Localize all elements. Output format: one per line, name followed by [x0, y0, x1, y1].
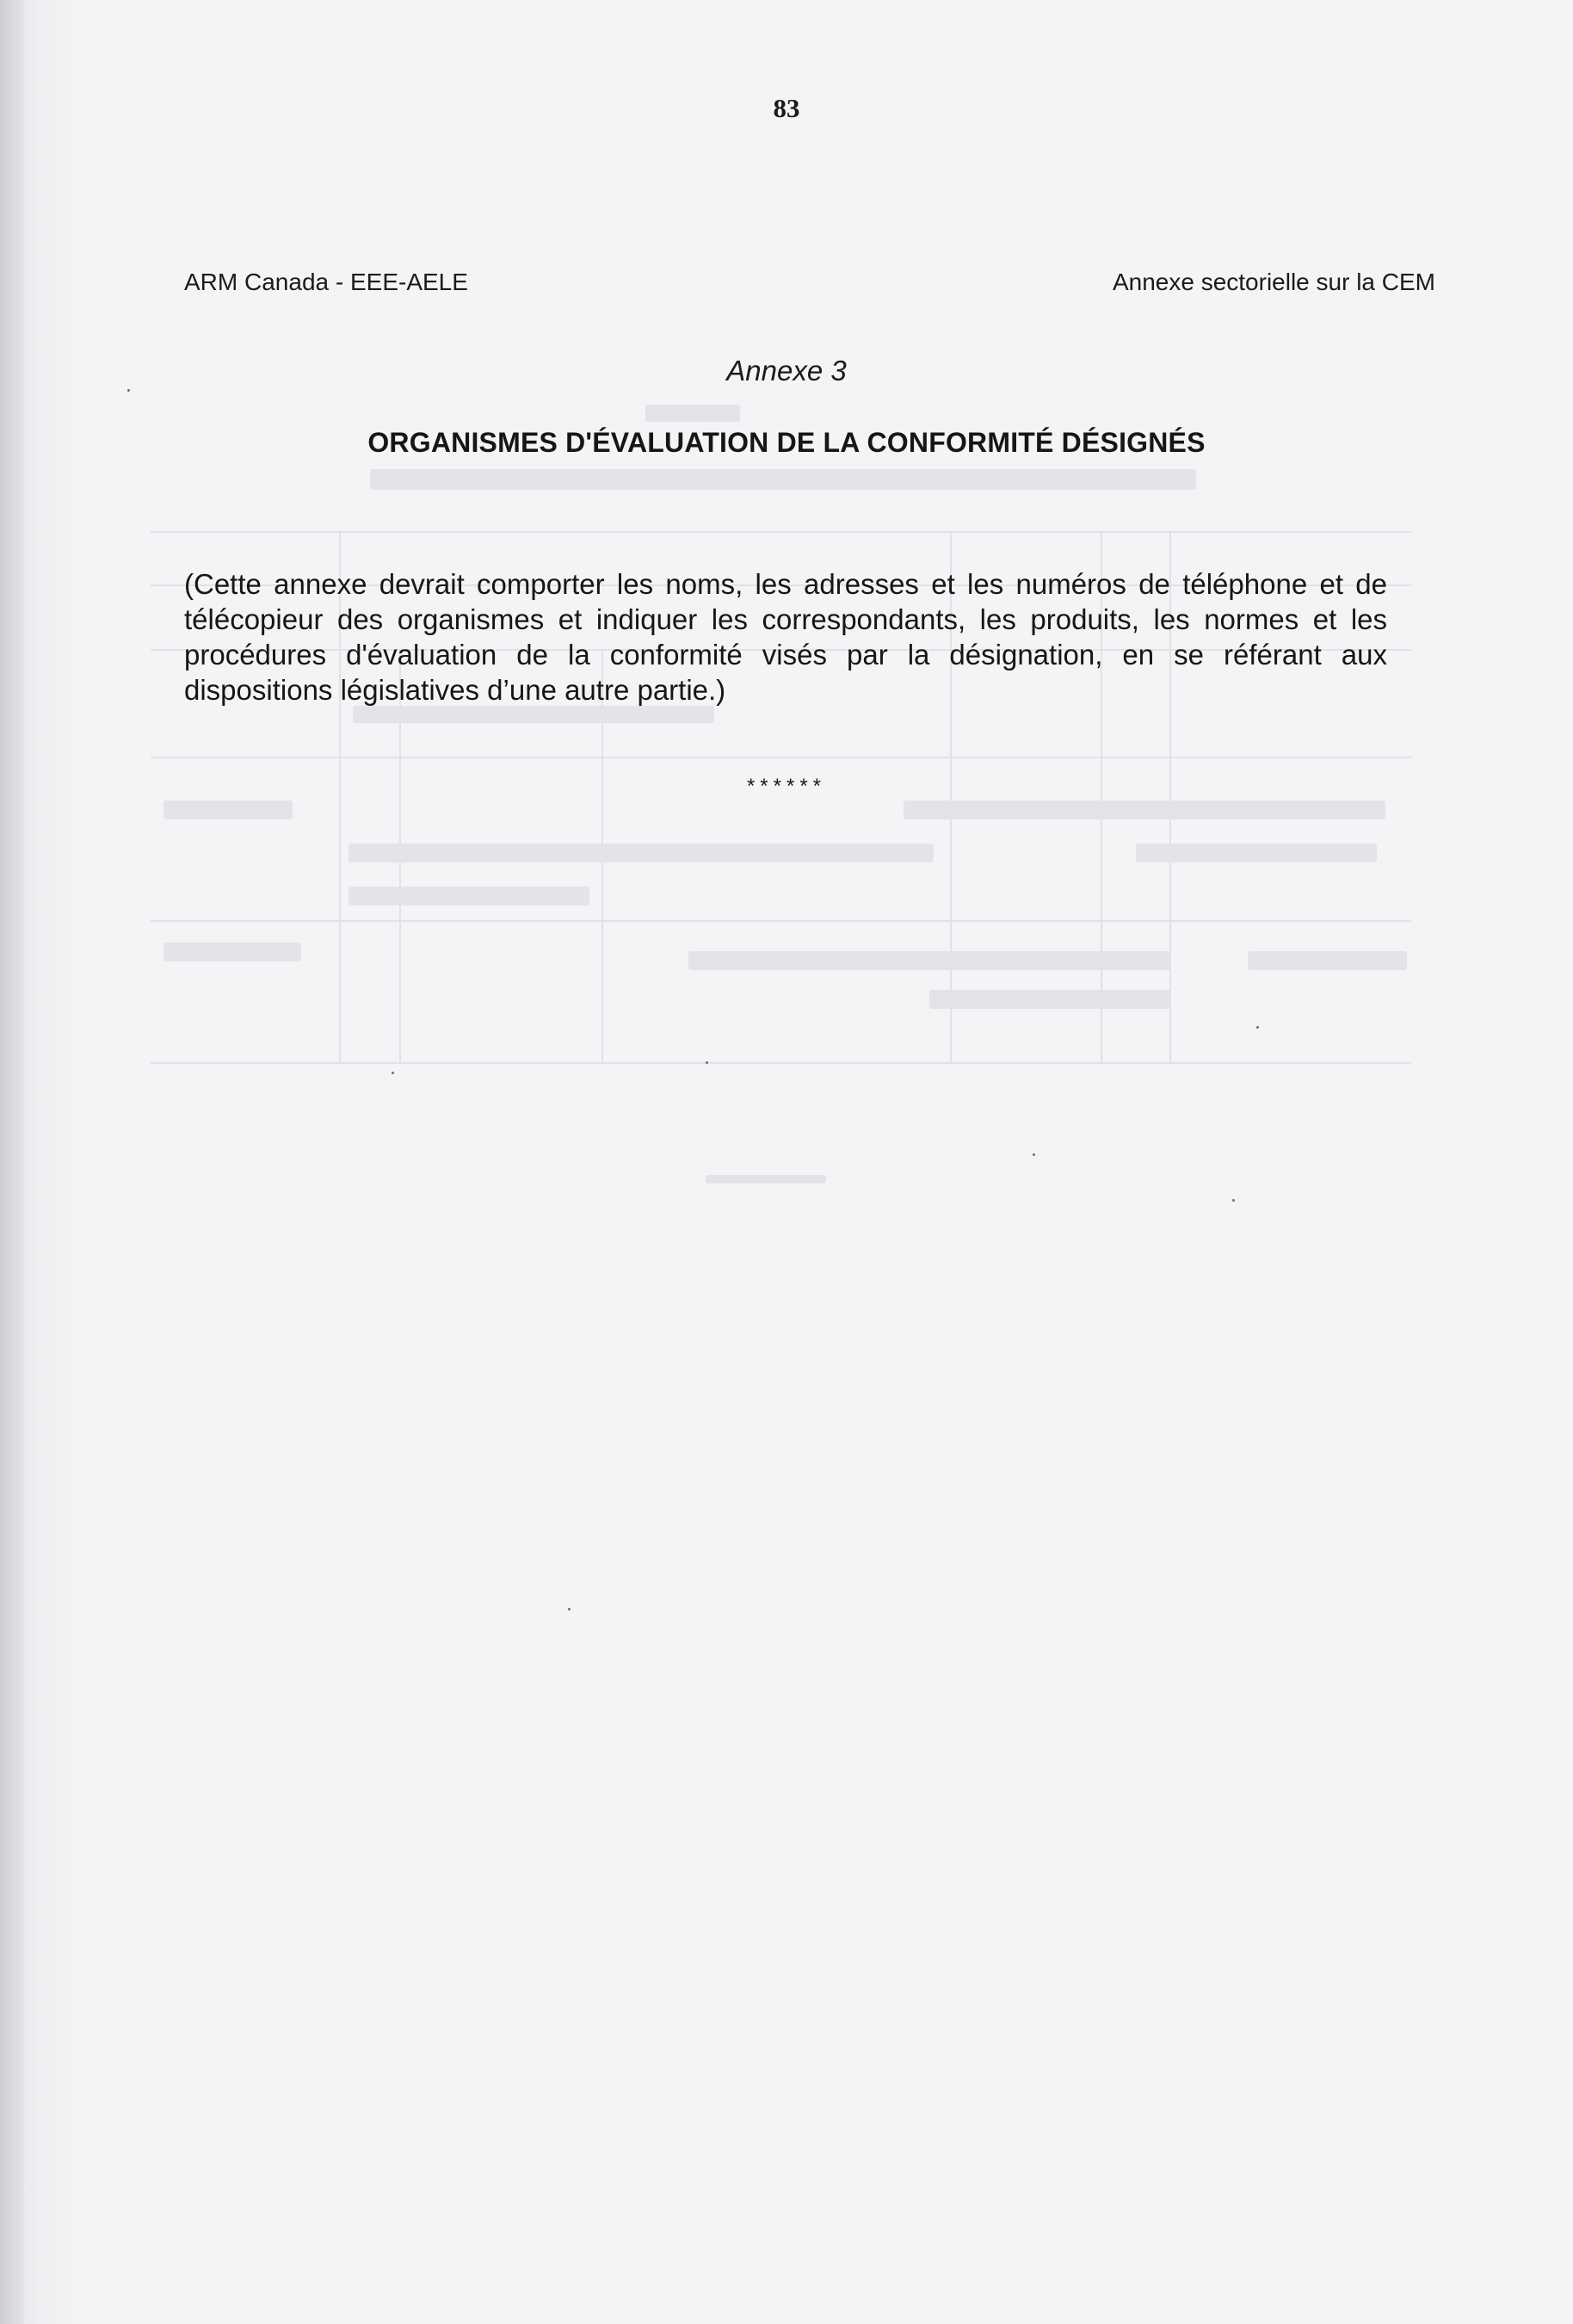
section-separator: ****** [746, 775, 827, 798]
header-right-title: Annexe sectorielle sur la CEM [1112, 269, 1435, 295]
scan-speck [127, 389, 130, 392]
scan-speck [1232, 1199, 1235, 1202]
scan-speck [706, 1061, 708, 1064]
scan-speck [392, 1072, 394, 1074]
annex-body-paragraph: (Cette annexe devrait comporter les noms, les adresses et les numéros de téléphone et de télécopieur des organismes et indiquer les correspondants, les produits, les normes et les procédures d'évaluation de la conformité visés par la désignation, en se référant aux dispositions législatives d’une autre partie.) [184, 568, 1387, 706]
scan-speck [568, 1608, 571, 1610]
annex-heading: ORGANISMES D'ÉVALUATION DE LA CONFORMITÉ DÉSIGNÉS [367, 427, 1206, 458]
header-left-title: ARM Canada - EEE-AELE [184, 269, 468, 295]
annex-title: Annexe 3 [726, 355, 847, 386]
binding-shadow [0, 0, 24, 2324]
page-number: 83 [773, 93, 800, 123]
scan-speck [1256, 1026, 1259, 1029]
scan-speck [1033, 1153, 1035, 1156]
